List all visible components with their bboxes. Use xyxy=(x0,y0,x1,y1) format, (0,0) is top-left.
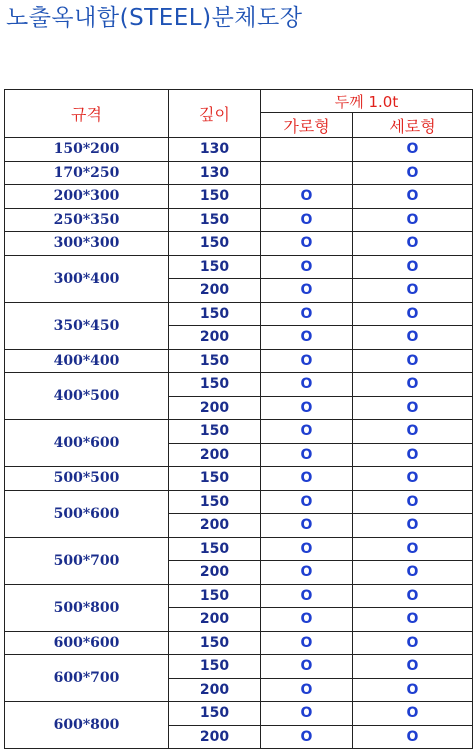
spec-table-body xyxy=(5,138,473,749)
table-row xyxy=(5,655,473,679)
horizontal-cell: O xyxy=(261,373,353,397)
depth-cell: 150 xyxy=(169,584,261,608)
table-row xyxy=(5,537,473,561)
vertical-cell: O xyxy=(353,138,473,162)
depth-cell: 130 xyxy=(169,138,261,162)
horizontal-cell: O xyxy=(261,326,353,350)
horizontal-cell: O xyxy=(261,678,353,702)
depth-cell: 200 xyxy=(169,443,261,467)
horizontal-cell: O xyxy=(261,608,353,632)
vertical-cell: O xyxy=(353,561,473,585)
horizontal-cell: O xyxy=(261,702,353,726)
horizontal-cell: O xyxy=(261,490,353,514)
vertical-cell: O xyxy=(353,490,473,514)
size-cell: 400*400 xyxy=(5,349,169,373)
vertical-cell: O xyxy=(353,725,473,749)
depth-cell: 150 xyxy=(169,631,261,655)
depth-cell: 200 xyxy=(169,608,261,632)
table-row xyxy=(5,138,473,162)
table-row xyxy=(5,185,473,209)
depth-cell: 130 xyxy=(169,161,261,185)
size-cell: 300*300 xyxy=(5,232,169,256)
depth-cell: 150 xyxy=(169,420,261,444)
horizontal-cell: O xyxy=(261,396,353,420)
depth-cell: 150 xyxy=(169,208,261,232)
depth-cell: 200 xyxy=(169,678,261,702)
size-cell: 350*450 xyxy=(5,302,169,349)
table-row xyxy=(5,373,473,397)
header-horizontal: 가로형 xyxy=(261,113,353,138)
table-row xyxy=(5,631,473,655)
spec-table xyxy=(4,89,473,749)
horizontal-cell: O xyxy=(261,655,353,679)
header-size: 규격 xyxy=(5,90,169,138)
size-cell: 300*400 xyxy=(5,255,169,302)
table-row xyxy=(5,161,473,185)
vertical-cell: O xyxy=(353,185,473,209)
depth-cell: 150 xyxy=(169,232,261,256)
size-cell: 600*600 xyxy=(5,631,169,655)
depth-cell: 200 xyxy=(169,279,261,303)
horizontal-cell: O xyxy=(261,514,353,538)
horizontal-cell: O xyxy=(261,584,353,608)
vertical-cell: O xyxy=(353,655,473,679)
horizontal-cell: O xyxy=(261,255,353,279)
depth-cell: 150 xyxy=(169,255,261,279)
vertical-cell: O xyxy=(353,161,473,185)
depth-cell: 150 xyxy=(169,655,261,679)
vertical-cell: O xyxy=(353,396,473,420)
horizontal-cell: O xyxy=(261,185,353,209)
vertical-cell: O xyxy=(353,537,473,561)
depth-cell: 150 xyxy=(169,702,261,726)
horizontal-cell: O xyxy=(261,467,353,491)
horizontal-cell: O xyxy=(261,631,353,655)
size-cell: 170*250 xyxy=(5,161,169,185)
vertical-cell: O xyxy=(353,678,473,702)
vertical-cell: O xyxy=(353,584,473,608)
depth-cell: 150 xyxy=(169,185,261,209)
table-row xyxy=(5,255,473,279)
header-vertical: 세로형 xyxy=(353,113,473,138)
depth-cell: 200 xyxy=(169,396,261,420)
depth-cell: 200 xyxy=(169,725,261,749)
table-row xyxy=(5,490,473,514)
table-row xyxy=(5,349,473,373)
vertical-cell: O xyxy=(353,608,473,632)
horizontal-cell: O xyxy=(261,443,353,467)
size-cell: 150*200 xyxy=(5,138,169,162)
size-cell: 500*700 xyxy=(5,537,169,584)
size-cell: 500*600 xyxy=(5,490,169,537)
vertical-cell: O xyxy=(353,349,473,373)
vertical-cell: O xyxy=(353,255,473,279)
table-row xyxy=(5,702,473,726)
depth-cell: 150 xyxy=(169,373,261,397)
horizontal-cell: O xyxy=(261,208,353,232)
vertical-cell: O xyxy=(353,631,473,655)
vertical-cell: O xyxy=(353,232,473,256)
depth-cell: 200 xyxy=(169,326,261,350)
horizontal-cell xyxy=(261,138,353,162)
vertical-cell: O xyxy=(353,373,473,397)
size-cell: 600*800 xyxy=(5,702,169,749)
horizontal-cell: O xyxy=(261,420,353,444)
table-row xyxy=(5,420,473,444)
depth-cell: 150 xyxy=(169,467,261,491)
size-cell: 600*700 xyxy=(5,655,169,702)
vertical-cell: O xyxy=(353,302,473,326)
horizontal-cell xyxy=(261,161,353,185)
horizontal-cell: O xyxy=(261,232,353,256)
depth-cell: 200 xyxy=(169,514,261,538)
depth-cell: 200 xyxy=(169,561,261,585)
vertical-cell: O xyxy=(353,208,473,232)
horizontal-cell: O xyxy=(261,302,353,326)
size-cell: 400*600 xyxy=(5,420,169,467)
size-cell: 200*300 xyxy=(5,185,169,209)
vertical-cell: O xyxy=(353,467,473,491)
depth-cell: 150 xyxy=(169,349,261,373)
vertical-cell: O xyxy=(353,443,473,467)
size-cell: 500*800 xyxy=(5,584,169,631)
size-cell: 400*500 xyxy=(5,373,169,420)
table-row xyxy=(5,584,473,608)
vertical-cell: O xyxy=(353,420,473,444)
size-cell: 500*500 xyxy=(5,467,169,491)
header-depth: 깊이 xyxy=(169,90,261,138)
horizontal-cell: O xyxy=(261,537,353,561)
depth-cell: 150 xyxy=(169,302,261,326)
horizontal-cell: O xyxy=(261,279,353,303)
depth-cell: 150 xyxy=(169,537,261,561)
table-row xyxy=(5,208,473,232)
table-row xyxy=(5,302,473,326)
horizontal-cell: O xyxy=(261,349,353,373)
page-title: 노출옥내함(STEEL)분체도장 xyxy=(6,5,303,31)
header-thickness: 두께 1.0t xyxy=(261,90,473,113)
horizontal-cell: O xyxy=(261,725,353,749)
vertical-cell: O xyxy=(353,514,473,538)
size-cell: 250*350 xyxy=(5,208,169,232)
vertical-cell: O xyxy=(353,279,473,303)
vertical-cell: O xyxy=(353,702,473,726)
depth-cell: 150 xyxy=(169,490,261,514)
table-row xyxy=(5,467,473,491)
horizontal-cell: O xyxy=(261,561,353,585)
vertical-cell: O xyxy=(353,326,473,350)
table-row xyxy=(5,232,473,256)
